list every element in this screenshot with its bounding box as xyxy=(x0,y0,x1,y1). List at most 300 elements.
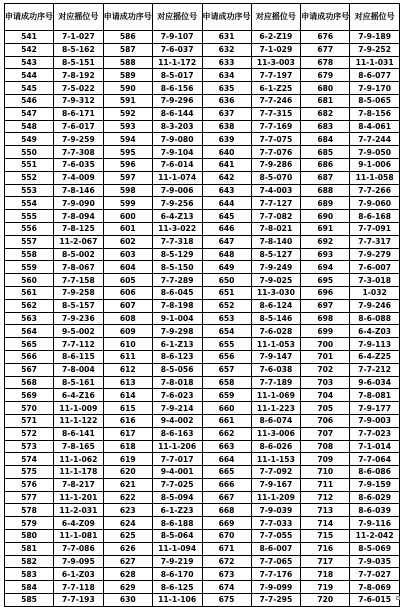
success-number-cell: 676 xyxy=(301,31,350,44)
position-code-cell: 9-4-001 xyxy=(152,466,202,479)
position-code-cell: 7-4-009 xyxy=(54,171,104,184)
position-code-cell: 7-8-004 xyxy=(54,363,104,376)
position-code-cell: 7-9-159 xyxy=(350,478,400,491)
position-code-cell: 7-9-147 xyxy=(251,350,301,363)
position-code-cell: 8-6-088 xyxy=(350,312,400,325)
position-code-cell: 8-5-017 xyxy=(152,69,202,82)
position-code-cell: 9-1-006 xyxy=(350,158,400,171)
success-number-cell: 625 xyxy=(103,530,152,543)
success-number-cell: 696 xyxy=(301,286,350,299)
success-number-cell: 641 xyxy=(202,158,251,171)
position-code-cell: 8-5-162 xyxy=(54,43,104,56)
success-number-cell: 556 xyxy=(5,222,54,235)
success-number-cell: 584 xyxy=(5,581,54,594)
position-code-cell: 11-1-094 xyxy=(152,542,202,555)
header-row xyxy=(5,4,400,31)
position-code-cell: 8-5-129 xyxy=(152,248,202,261)
success-number-cell: 679 xyxy=(301,69,350,82)
position-code-cell: 7-9-006 xyxy=(152,184,202,197)
success-number-cell: 626 xyxy=(103,542,152,555)
success-number-cell: 569 xyxy=(5,389,54,402)
success-number-cell: 572 xyxy=(5,427,54,440)
success-number-cell: 549 xyxy=(5,133,54,146)
success-number-cell: 664 xyxy=(202,453,251,466)
success-number-cell: 547 xyxy=(5,107,54,120)
success-number-cell: 661 xyxy=(202,414,251,427)
position-code-cell: 9-4-002 xyxy=(152,414,202,427)
success-number-cell: 555 xyxy=(5,210,54,223)
success-number-cell: 611 xyxy=(103,350,152,363)
position-code-cell: 11-1-178 xyxy=(54,466,104,479)
table-row xyxy=(5,56,400,69)
success-number-cell: 616 xyxy=(103,414,152,427)
success-number-cell: 576 xyxy=(5,478,54,491)
position-code-cell: 11-1-074 xyxy=(152,171,202,184)
success-number-cell: 688 xyxy=(301,184,350,197)
position-code-cell: 7-7-027 xyxy=(350,568,400,581)
position-code-cell: 7-8-165 xyxy=(54,440,104,453)
success-number-cell: 705 xyxy=(301,402,350,415)
success-number-cell: 590 xyxy=(103,82,152,95)
position-code-cell: 7-9-312 xyxy=(54,94,104,107)
success-number-cell: 701 xyxy=(301,350,350,363)
success-number-cell: 651 xyxy=(202,286,251,299)
header-code: 对应摇位号 xyxy=(251,4,301,31)
position-code-cell: 7-9-177 xyxy=(350,402,400,415)
success-number-cell: 623 xyxy=(103,504,152,517)
position-code-cell: 7-8-125 xyxy=(54,222,104,235)
position-code-cell: 7-7-091 xyxy=(350,222,400,235)
success-number-cell: 586 xyxy=(103,31,152,44)
table-body xyxy=(5,31,400,607)
position-code-cell: 7-9-035 xyxy=(350,555,400,568)
table-row xyxy=(5,261,400,274)
success-number-cell: 639 xyxy=(202,133,251,146)
success-number-cell: 581 xyxy=(5,542,54,555)
success-number-cell: 700 xyxy=(301,338,350,351)
position-code-cell: 7-9-099 xyxy=(251,581,301,594)
resize-handle[interactable] xyxy=(396,596,400,600)
position-code-cell: 7-9-256 xyxy=(152,197,202,210)
success-number-cell: 635 xyxy=(202,82,251,95)
position-code-cell: 8-6-125 xyxy=(152,581,202,594)
success-number-cell: 587 xyxy=(103,43,152,56)
success-number-cell: 678 xyxy=(301,56,350,69)
success-number-cell: 545 xyxy=(5,82,54,95)
success-number-cell: 548 xyxy=(5,120,54,133)
success-number-cell: 589 xyxy=(103,69,152,82)
success-number-cell: 690 xyxy=(301,210,350,223)
success-number-cell: 673 xyxy=(202,568,251,581)
table-row xyxy=(5,440,400,453)
position-code-cell: 8-5-127 xyxy=(251,248,301,261)
position-code-cell: 6-4-Z25 xyxy=(350,350,400,363)
position-code-cell: 8-6-026 xyxy=(251,440,301,453)
position-code-cell: 11-1-031 xyxy=(350,56,400,69)
table-row xyxy=(5,82,400,95)
success-number-cell: 695 xyxy=(301,274,350,287)
success-number-cell: 594 xyxy=(103,133,152,146)
position-code-cell: 7-9-236 xyxy=(54,312,104,325)
success-number-cell: 675 xyxy=(202,594,251,607)
table-row xyxy=(5,581,400,594)
position-code-cell: 7-6-007 xyxy=(350,261,400,274)
success-number-cell: 662 xyxy=(202,427,251,440)
position-code-cell: 11-1-062 xyxy=(54,453,104,466)
position-code-cell: 7-6-037 xyxy=(152,43,202,56)
success-number-cell: 666 xyxy=(202,478,251,491)
success-number-cell: 551 xyxy=(5,158,54,171)
success-number-cell: 687 xyxy=(301,171,350,184)
position-code-cell: 7-6-015 xyxy=(350,594,400,607)
position-code-cell: 7-7-295 xyxy=(251,594,301,607)
position-code-cell: 7-7-082 xyxy=(251,210,301,223)
success-number-cell: 654 xyxy=(202,325,251,338)
position-code-cell: 11-1-201 xyxy=(54,491,104,504)
success-number-cell: 631 xyxy=(202,31,251,44)
success-number-cell: 634 xyxy=(202,69,251,82)
success-number-cell: 656 xyxy=(202,350,251,363)
position-code-cell: 7-8-217 xyxy=(54,478,104,491)
position-code-cell: 9-6-034 xyxy=(350,376,400,389)
position-code-cell: 7-8-192 xyxy=(54,69,104,82)
table-row xyxy=(5,248,400,261)
success-number-cell: 566 xyxy=(5,350,54,363)
position-code-cell: 7-7-118 xyxy=(54,581,104,594)
position-code-cell: 6-1-Z23 xyxy=(152,504,202,517)
success-number-cell: 699 xyxy=(301,325,350,338)
position-code-cell: 8-6-141 xyxy=(54,427,104,440)
success-number-cell: 704 xyxy=(301,389,350,402)
position-code-cell: 8-5-157 xyxy=(54,299,104,312)
success-number-cell: 680 xyxy=(301,82,350,95)
position-code-cell: 7-9-259 xyxy=(54,133,104,146)
table-row xyxy=(5,427,400,440)
position-code-cell: 11-1-206 xyxy=(152,440,202,453)
table-row xyxy=(5,504,400,517)
position-code-cell: 6-4-Z16 xyxy=(54,389,104,402)
position-code-cell: 8-5-146 xyxy=(251,312,301,325)
position-code-cell: 6-4-Z09 xyxy=(54,517,104,530)
position-code-cell: 7-9-252 xyxy=(350,43,400,56)
success-number-cell: 663 xyxy=(202,440,251,453)
table-row xyxy=(5,466,400,479)
success-number-cell: 670 xyxy=(202,530,251,543)
table-row xyxy=(5,133,400,146)
success-number-cell: 658 xyxy=(202,376,251,389)
position-code-cell: 7-8-146 xyxy=(54,184,104,197)
position-code-cell: 7-1-029 xyxy=(251,43,301,56)
success-number-cell: 543 xyxy=(5,56,54,69)
position-code-cell: 7-4-003 xyxy=(251,184,301,197)
header-number: 申请成功序号 xyxy=(103,4,152,31)
success-number-cell: 694 xyxy=(301,261,350,274)
success-number-cell: 638 xyxy=(202,120,251,133)
table-row xyxy=(5,325,400,338)
position-code-cell: 11-1-081 xyxy=(54,530,104,543)
success-number-cell: 593 xyxy=(103,120,152,133)
success-number-cell: 707 xyxy=(301,427,350,440)
success-number-cell: 645 xyxy=(202,210,251,223)
position-code-cell: 7-1-027 xyxy=(54,31,104,44)
position-code-cell: 9-5-002 xyxy=(54,325,104,338)
success-number-cell: 598 xyxy=(103,184,152,197)
table-row xyxy=(5,555,400,568)
success-number-cell: 652 xyxy=(202,299,251,312)
table-row xyxy=(5,43,400,56)
position-code-cell: 8-5-002 xyxy=(54,248,104,261)
success-number-cell: 640 xyxy=(202,146,251,159)
success-number-cell: 614 xyxy=(103,389,152,402)
position-code-cell: 8-6-156 xyxy=(152,82,202,95)
position-code-cell: 7-8-067 xyxy=(54,261,104,274)
success-number-cell: 681 xyxy=(301,94,350,107)
position-code-cell: 7-8-094 xyxy=(54,210,104,223)
table-row xyxy=(5,197,400,210)
position-code-cell: 11-1-209 xyxy=(251,491,301,504)
success-number-cell: 567 xyxy=(5,363,54,376)
table-row xyxy=(5,491,400,504)
success-number-cell: 553 xyxy=(5,184,54,197)
position-code-cell: 11-1-122 xyxy=(54,414,104,427)
success-number-cell: 597 xyxy=(103,171,152,184)
success-number-cell: 599 xyxy=(103,197,152,210)
position-code-cell: 7-7-197 xyxy=(251,69,301,82)
position-code-cell: 7-7-017 xyxy=(152,453,202,466)
position-code-cell: 8-5-069 xyxy=(350,542,400,555)
position-code-cell: 7-7-212 xyxy=(350,363,400,376)
success-number-cell: 541 xyxy=(5,31,54,44)
lottery-result-sheet xyxy=(4,3,400,607)
success-number-cell: 564 xyxy=(5,325,54,338)
position-code-cell: 7-7-055 xyxy=(251,530,301,543)
success-number-cell: 660 xyxy=(202,402,251,415)
position-code-cell: 7-9-104 xyxy=(152,146,202,159)
success-number-cell: 604 xyxy=(103,261,152,274)
position-code-cell: 8-5-065 xyxy=(350,94,400,107)
position-code-cell: 7-7-033 xyxy=(251,517,301,530)
success-number-cell: 620 xyxy=(103,466,152,479)
position-code-cell: 8-6-144 xyxy=(152,107,202,120)
table-row xyxy=(5,542,400,555)
success-number-cell: 577 xyxy=(5,491,54,504)
success-number-cell: 579 xyxy=(5,517,54,530)
success-number-cell: 559 xyxy=(5,261,54,274)
success-number-cell: 708 xyxy=(301,440,350,453)
position-code-cell: 7-7-169 xyxy=(251,120,301,133)
position-code-cell: 7-9-107 xyxy=(152,31,202,44)
success-number-cell: 718 xyxy=(301,568,350,581)
success-number-cell: 561 xyxy=(5,286,54,299)
position-code-cell: 7-6-038 xyxy=(251,363,301,376)
success-number-cell: 711 xyxy=(301,478,350,491)
success-number-cell: 703 xyxy=(301,376,350,389)
success-number-cell: 720 xyxy=(301,594,350,607)
table-row xyxy=(5,389,400,402)
position-code-cell: 7-9-060 xyxy=(350,197,400,210)
position-code-cell: 8-6-170 xyxy=(152,568,202,581)
success-number-cell: 686 xyxy=(301,158,350,171)
position-code-cell: 8-4-061 xyxy=(350,120,400,133)
header-code: 对应摇位号 xyxy=(152,4,202,31)
position-code-cell: 7-7-112 xyxy=(54,338,104,351)
position-code-cell: 7-9-286 xyxy=(251,158,301,171)
table-row xyxy=(5,210,400,223)
success-number-cell: 667 xyxy=(202,491,251,504)
position-code-cell: 7-9-095 xyxy=(54,555,104,568)
success-number-cell: 562 xyxy=(5,299,54,312)
position-code-cell: 7-8-081 xyxy=(350,389,400,402)
position-code-cell: 7-7-075 xyxy=(251,133,301,146)
position-code-cell: 7-7-318 xyxy=(152,235,202,248)
position-code-cell: 11-1-172 xyxy=(152,56,202,69)
position-code-cell: 7-7-065 xyxy=(251,555,301,568)
success-number-cell: 697 xyxy=(301,299,350,312)
position-code-cell: 7-1-014 xyxy=(350,440,400,453)
success-number-cell: 692 xyxy=(301,235,350,248)
position-code-cell: 7-7-086 xyxy=(54,542,104,555)
position-code-cell: 8-6-115 xyxy=(54,350,104,363)
success-number-cell: 691 xyxy=(301,222,350,235)
success-number-cell: 719 xyxy=(301,581,350,594)
success-number-cell: 558 xyxy=(5,248,54,261)
results-table xyxy=(4,3,400,607)
table-row xyxy=(5,299,400,312)
table-row xyxy=(5,120,400,133)
position-code-cell: 8-6-188 xyxy=(152,517,202,530)
position-code-cell: 7-7-076 xyxy=(251,146,301,159)
success-number-cell: 627 xyxy=(103,555,152,568)
success-number-cell: 717 xyxy=(301,555,350,568)
position-code-cell: 7-9-167 xyxy=(251,478,301,491)
position-code-cell: 7-7-308 xyxy=(54,146,104,159)
position-code-cell: 7-7-266 xyxy=(350,184,400,197)
success-number-cell: 605 xyxy=(103,274,152,287)
table-row xyxy=(5,286,400,299)
success-number-cell: 685 xyxy=(301,146,350,159)
success-number-cell: 542 xyxy=(5,43,54,56)
success-number-cell: 671 xyxy=(202,542,251,555)
success-number-cell: 655 xyxy=(202,338,251,351)
position-code-cell: 7-9-298 xyxy=(152,325,202,338)
success-number-cell: 648 xyxy=(202,248,251,261)
success-number-cell: 637 xyxy=(202,107,251,120)
success-number-cell: 617 xyxy=(103,427,152,440)
success-number-cell: 578 xyxy=(5,504,54,517)
position-code-cell: 8-6-124 xyxy=(251,299,301,312)
success-number-cell: 646 xyxy=(202,222,251,235)
success-number-cell: 601 xyxy=(103,222,152,235)
header-number: 申请成功序号 xyxy=(301,4,350,31)
position-code-cell: 7-6-017 xyxy=(54,120,104,133)
table-row xyxy=(5,402,400,415)
success-number-cell: 613 xyxy=(103,376,152,389)
success-number-cell: 607 xyxy=(103,299,152,312)
position-code-cell: 11-2-042 xyxy=(350,530,400,543)
table-row xyxy=(5,350,400,363)
position-code-cell: 7-9-296 xyxy=(152,94,202,107)
success-number-cell: 568 xyxy=(5,376,54,389)
table-row xyxy=(5,171,400,184)
position-code-cell: 7-9-025 xyxy=(251,274,301,287)
success-number-cell: 596 xyxy=(103,158,152,171)
success-number-cell: 557 xyxy=(5,235,54,248)
position-code-cell: 7-7-092 xyxy=(251,466,301,479)
success-number-cell: 592 xyxy=(103,107,152,120)
success-number-cell: 643 xyxy=(202,184,251,197)
position-code-cell: 11-1-069 xyxy=(251,389,301,402)
success-number-cell: 563 xyxy=(5,312,54,325)
success-number-cell: 570 xyxy=(5,402,54,415)
position-code-cell: 11-1-106 xyxy=(152,594,202,607)
position-code-cell: 7-7-193 xyxy=(54,594,104,607)
table-row xyxy=(5,274,400,287)
position-code-cell: 7-7-246 xyxy=(251,94,301,107)
success-number-cell: 677 xyxy=(301,43,350,56)
position-code-cell: 7-9-279 xyxy=(350,248,400,261)
success-number-cell: 674 xyxy=(202,581,251,594)
success-number-cell: 647 xyxy=(202,235,251,248)
table-row xyxy=(5,478,400,491)
position-code-cell: 6-2-Z19 xyxy=(251,31,301,44)
success-number-cell: 689 xyxy=(301,197,350,210)
success-number-cell: 682 xyxy=(301,107,350,120)
success-number-cell: 554 xyxy=(5,197,54,210)
success-number-cell: 573 xyxy=(5,440,54,453)
position-code-cell: 8-5-150 xyxy=(152,261,202,274)
position-code-cell: 7-7-025 xyxy=(152,478,202,491)
position-code-cell: 7-3-018 xyxy=(350,274,400,287)
position-code-cell: 11-2-067 xyxy=(54,235,104,248)
position-code-cell: 7-6-028 xyxy=(251,325,301,338)
position-code-cell: 8-6-045 xyxy=(152,286,202,299)
success-number-cell: 657 xyxy=(202,363,251,376)
success-number-cell: 628 xyxy=(103,568,152,581)
table-row xyxy=(5,568,400,581)
success-number-cell: 583 xyxy=(5,568,54,581)
table-row xyxy=(5,414,400,427)
position-code-cell: 7-7-158 xyxy=(54,274,104,287)
position-code-cell: 8-5-064 xyxy=(152,530,202,543)
position-code-cell: 8-6-029 xyxy=(350,491,400,504)
position-code-cell: 8-5-151 xyxy=(54,56,104,69)
success-number-cell: 588 xyxy=(103,56,152,69)
success-number-cell: 591 xyxy=(103,94,152,107)
position-code-cell: 11-1-153 xyxy=(251,453,301,466)
position-code-cell: 6-4-Z13 xyxy=(152,210,202,223)
position-code-cell: 6-1-Z25 xyxy=(251,82,301,95)
position-code-cell: 11-1-223 xyxy=(251,402,301,415)
position-code-cell: 7-7-023 xyxy=(350,427,400,440)
header-number: 申请成功序号 xyxy=(202,4,251,31)
position-code-cell: 7-9-003 xyxy=(350,414,400,427)
position-code-cell: 7-7-189 xyxy=(251,376,301,389)
position-code-cell: 6-1-Z13 xyxy=(152,338,202,351)
success-number-cell: 621 xyxy=(103,478,152,491)
position-code-cell: 7-9-039 xyxy=(251,504,301,517)
header-number: 申请成功序号 xyxy=(5,4,54,31)
position-code-cell: 8-6-171 xyxy=(54,107,104,120)
success-number-cell: 632 xyxy=(202,43,251,56)
table-row xyxy=(5,146,400,159)
table-row xyxy=(5,363,400,376)
position-code-cell: 8-6-123 xyxy=(152,350,202,363)
position-code-cell: 7-9-080 xyxy=(152,133,202,146)
success-number-cell: 619 xyxy=(103,453,152,466)
table-row xyxy=(5,222,400,235)
position-code-cell: 11-1-053 xyxy=(251,338,301,351)
position-code-cell: 1-032 xyxy=(350,286,400,299)
